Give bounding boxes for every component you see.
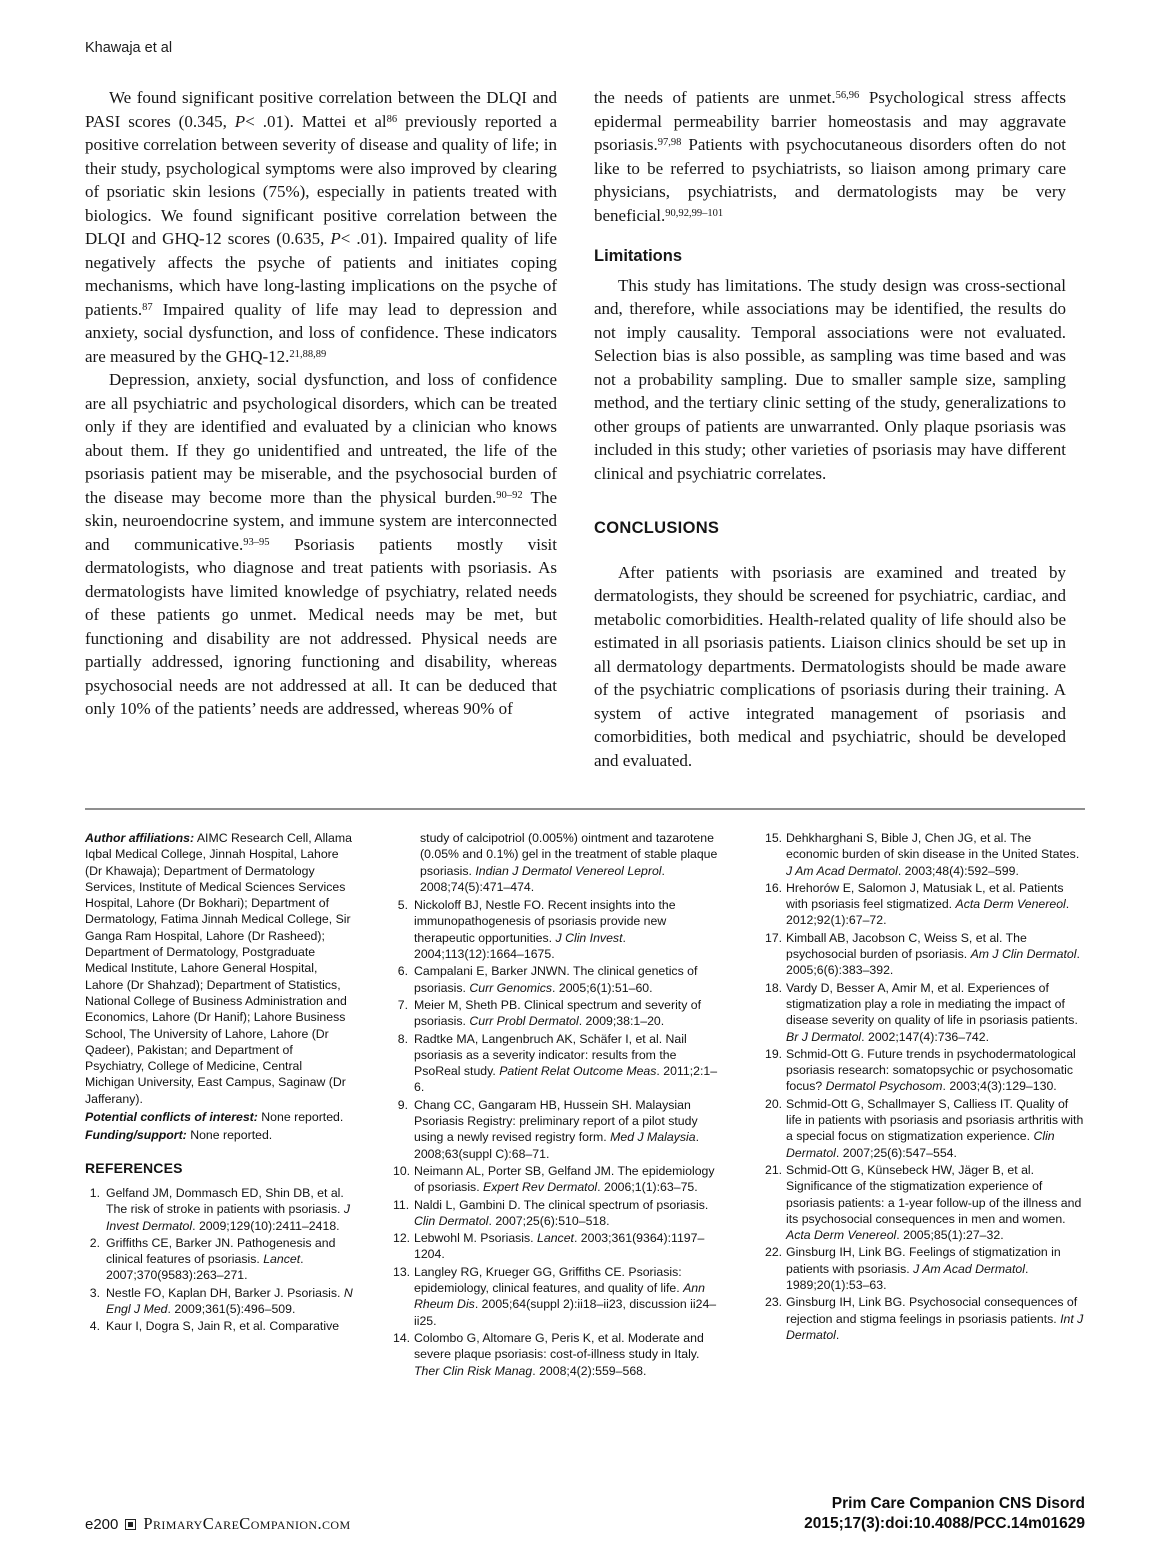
footer-left (85, 1514, 351, 1534)
body-paragraph: We found significant positive correlation between the DLQI and PASI scores (0.345, P< .01). Mattei et $al^{86}$ previously reported a positive correlation between severity of disease and quality of life; in their study, psychological symptoms were also improved by clearing of psoriatic skin lesions (75%), especially in patients treated with biologics. We found significant positive correlation between the DLQI and GHQ-12 scores (0.635, P< .01). Impaired quality of life negatively affects the psyche of patients and initiates coping mechanisms, which have long-lasting implications on the psyche of patients.$^{87}$ Impaired quality of life may lead to depression and anxiety, social dysfunction, and loss of confidence. These indicators are measured by the GHQ-12.$^{21,88,89}$ (85, 88, 557, 366)
reference-item (765, 880, 1085, 929)
reference-item (765, 980, 1085, 1045)
reference-text: Kimball AB, Jacobson C, Weiss S, et al. The psychosocial burden of psoriasis. Am J Clin Dermatol. 2005;6(6):383–392. (786, 930, 1080, 978)
reference-number: 21. (765, 1162, 783, 1177)
references-heading: REFERENCES (85, 1159, 183, 1176)
reference-text: Griffiths CE, Barker JN. Pathogenesis and clinical features of psoriasis. Lancet. 2007;370(9583):263–271. (106, 1235, 336, 1283)
reference-text: Ginsburg IH, Link BG. Feelings of stigmatization in patients with psoriasis. J Am Acad Dermatol. 1989;20(1):53–63. (786, 1245, 1061, 1293)
reference-item (765, 1244, 1085, 1293)
reference-text: Nickoloff BJ, Nestle FO. Recent insights into the immunopathogenesis of psoriasis provide new therapeutic opportunities. J Clin Invest. 2004;113(12):1664–1675. (414, 898, 676, 962)
conflicts-paragraph (85, 1109, 353, 1125)
reference-text: Chang CC, Gangaram HB, Hussein SH. Malaysian Psoriasis Registry: preliminary report of a pilot study using a newly revised registry form. Med J Malaysia. 2008;63(suppl C):68–71. (414, 1097, 699, 1161)
reference-text: Schmid-Ott G, Künsebeck HW, Jäger B, et al. Significance of the stigmatization experience of psoriasis patients: a 1-year follow-up of the illness and its psychosocial consequences in men and women. Acta Derm Venereol. 2005;85(1):27–32. (786, 1162, 1082, 1243)
right-column (594, 86, 1066, 772)
references-column-2 (393, 830, 725, 1380)
reference-item (765, 830, 1085, 879)
reference-number: 3. (89, 1285, 100, 1300)
conclusions-heading: CONCLUSIONS (594, 519, 720, 537)
reference-list-col1 (85, 1185, 353, 1335)
left-column (85, 86, 557, 772)
reference-item (393, 997, 725, 1030)
reference-text: Radtke MA, Langenbruch AK, Schäfer I, et al. Nail psoriasis as a severity indicator: results from the PsoReal study. Patient Relat Outcome Meas. 2011;2:1–6. (414, 1031, 718, 1095)
reference-item (85, 1285, 353, 1318)
reference-4-continuation: study of calcipotriol (0.005%) ointment and tazarotene (0.05% and 0.1%) gel in the treatment of stable plaque psoriasis. Indian J Dermatol Venereol Leprol. 2008;74(5):471–474. (420, 831, 718, 894)
journal-name: Prim Care Companion CNS Disord (831, 1495, 1085, 1512)
reference-number: 11. (393, 1197, 410, 1212)
page-number: e200 (85, 1515, 119, 1533)
reference-text: Naldi L, Gambini D. The clinical spectrum of psoriasis. Clin Dermatol. 2007;25(6):510–518. (414, 1197, 709, 1228)
reference-number: 20. (765, 1096, 783, 1111)
affiliations-column (85, 830, 353, 1380)
running-head: Khawaja et al (85, 40, 173, 56)
reference-text: Colombo G, Altomare G, Peris K, et al. Moderate and severe plaque psoriasis: cost-of-illness study in Italy. Ther Clin Risk Manag. 2008;4(2):559–568. (414, 1330, 704, 1378)
reference-item (393, 1163, 725, 1196)
reference-number: 1. (89, 1185, 100, 1200)
reference-number: 23. (765, 1295, 783, 1310)
reference-item (393, 963, 725, 996)
journal-logo-icon (125, 1519, 136, 1530)
reference-item (765, 1046, 1085, 1095)
body-paragraph: Depression, anxiety, social dysfunction, and loss of confidence are all psychiatric and psychological disorders, which can be treated only if they are identified and evaluated by a clinician who knows about them. If they go unidentified and untreated, the life of the psoriasis patient may be miserable, and the psychosocial burden of the disease may become more than the physical burden.$^{90-92}$ The skin, neuroendocrine system, and immune system are interconnected and communicative.$^{93-95}$ Psoriasis patients mostly visit dermatologists, who diagnose and treat patients with psoriasis. As dermatologists have limited knowledge of psychiatry, related needs of these patients go unmet. Medical needs may be met, but functioning and disability are not addressed. Physical needs are partially addressed, ignoring functioning and disability, whereas psychosocial needs are not addressed at all. It can be deduced that only 10% of the patients’ needs are addressed, whereas 90% of (85, 370, 558, 718)
reference-number: 4. (89, 1319, 100, 1334)
reference-number: 22. (765, 1245, 783, 1260)
doi-citation: 2015;17(3):doi:10.4088/PCC.14m01629 (804, 1515, 1085, 1532)
reference-number: 6. (397, 964, 408, 979)
reference-number: 18. (765, 980, 783, 995)
conclusions-paragraph: After patients with psoriasis are examined and treated by dermatologists, they should be screened for psychiatric, cardiac, and metabolic comorbidities. Health-related quality of life should also be estimated in all psoriasis patients. Liaison clinics should be set up in all dermatology departments. Dermatologists should be made aware of the psychiatric complications of psoriasis during their training. A system of active integrated management of psoriasis and comorbidities, both medical and psychiatric, should be developed and evaluated. (594, 562, 1066, 770)
funding-text: None reported. (190, 1128, 273, 1143)
reference-item (765, 930, 1085, 979)
journal-site-name: PrimaryCareCompanion.com (143, 1514, 351, 1533)
funding-label: Funding/support: (85, 1128, 187, 1143)
reference-number: 15. (765, 831, 783, 845)
reference-number: 10. (393, 1163, 411, 1178)
reference-text: Lebwohl M. Psoriasis. Lancet. 2003;361(9364):1197–1204. (414, 1231, 705, 1262)
reference-text: Neimann AL, Porter SB, Gelfand JM. The epidemiology of psoriasis. Expert Rev Dermatol. 2006;1(1):63–75. (414, 1163, 715, 1195)
limitations-paragraph: This study has limitations. The study design was cross-sectional and, therefore, while associations may be identified, the results do not imply causality. Temporal associations were not evaluated. Selection bias is also possible, as sampling was time based and was not a probability sampling. Due to smaller sample size, sampling method, and the tertiary clinic setting of the study, generalizations to other groups of patients are unwarranted. Only plaque psoriasis was included in this study; other varieties of psoriasis may have different clinical and psychiatric correlates. (594, 275, 1066, 483)
funding-paragraph (85, 1127, 353, 1143)
reference-number: 8. (397, 1031, 408, 1046)
reference-item (393, 1197, 725, 1230)
reference-text: Campalani E, Barker JNWN. The clinical genetics of psoriasis. Curr Genomics. 2005;6(1):51–60. (414, 964, 698, 995)
reference-item (393, 1330, 725, 1379)
reference-list-col3 (765, 830, 1085, 1343)
reference-text: Nestle FO, Kaplan DH, Barker J. Psoriasis. N Engl J Med. 2009;361(5):496–509. (106, 1285, 353, 1317)
reference-item (85, 1235, 353, 1284)
page-footer (85, 1494, 1085, 1534)
reference-item (765, 1096, 1085, 1161)
reference-number: 12. (393, 1231, 411, 1246)
affiliations-text: AIMC Research Cell, Allama Iqbal Medical College, Jinnah Hospital, Lahore (Dr Khawaja); Department of Dermatology Services, Institute of Medical Sciences Services Hospital, Lahore (Dr Bokhari); Department of Dermatology, Fatima Jinnah Medical College, Sir Ganga Ram Hospital, Lahore (Dr Rasheed); Department of Dermatology, Postgraduate Medical Institute, Lahore General Hospital, Lahore (Dr Shahzad); Department of Statistics, National College of Business Administration and Economics, Lahore (Dr Hanif); Lahore Business School, The University of Lahore, Lahore (Dr Qadeer), Pakistan; and Department of Psychiatry, College of Medicine, Central Michigan University, East Campus, Saginaw (Dr Jafferany). (85, 831, 352, 1106)
reference-text: Ginsburg IH, Link BG. Psychosocial consequences of rejection and stigma feelings in psoriasis patients. Int J Dermatol. (786, 1295, 1084, 1342)
reference-number: 13. (393, 1264, 411, 1279)
reference-item (393, 1264, 725, 1329)
reference-item (85, 1318, 353, 1334)
references-column-3 (765, 830, 1085, 1380)
reference-item (85, 1185, 353, 1234)
reference-number: 19. (765, 1046, 783, 1061)
reference-item (393, 1230, 725, 1263)
reference-number: 7. (397, 997, 408, 1012)
reference-text: Hrehorów E, Salomon J, Matusiak L, et al. Patients with psoriasis feel stigmatized. Acta Derm Venereol. 2012;92(1):67–72. (786, 880, 1070, 928)
section-divider (85, 808, 1085, 810)
footer-right (804, 1494, 1085, 1534)
reference-number: 17. (765, 930, 783, 945)
reference-number: 16. (765, 880, 783, 895)
reference-text: Meier M, Sheth PB. Clinical spectrum and severity of psoriasis. Curr Probl Dermatol. 2009;38:1–20. (414, 997, 702, 1029)
reference-text: Dehkharghani S, Bible J, Chen JG, et al. The economic burden of skin disease in the United States. J Am Acad Dermatol. 2003;48(4):592–599. (786, 831, 1080, 878)
body-paragraph: the needs of patients are unmet.$^{56,96}$ Psychological stress affects epidermal permeability barrier homeostasis and may aggravate psoriasis.$^{97,98}$ Patients with psychocutaneous disorders often do not like to be referred to psychiatrists, so liaison among primary care physicians, psychiatrists, and dermatologists may be very beneficial.$^{90,92,99-101}$ (594, 88, 1066, 225)
reference-item (393, 1031, 725, 1096)
reference-list-col2 (393, 897, 725, 1379)
reference-text: Schmid-Ott G, Schallmayer S, Calliess IT. Quality of life in patients with psoriasis and psoriasis arthritis with a special focus on stigmatization experience. Clin Dermatol. 2007;25(6):547–554. (786, 1096, 1084, 1160)
conflicts-text: None reported. (261, 1110, 344, 1125)
reference-text: Kaur I, Dogra S, Jain R, et al. Comparative (106, 1319, 340, 1334)
limitations-heading: Limitations (594, 247, 683, 265)
reference-number: 5. (397, 898, 408, 913)
reference-text: Langley RG, Krueger GG, Griffiths CE. Psoriasis: epidemiology, clinical features, and quality of life. Ann Rheum Dis. 2005;64(suppl 2):ii18–ii23, discussion ii24–ii25. (414, 1264, 717, 1328)
reference-text: Schmid-Ott G. Future trends in psychodermatological psoriasis research: somatopsychic or psychosomatic focus? Dermatol Psychosom. 2003;4(3):129–130. (786, 1046, 1076, 1094)
affiliations-paragraph (85, 830, 353, 1107)
conflicts-label: Potential conflicts of interest: (85, 1110, 258, 1125)
reference-item (393, 1097, 725, 1162)
affiliations-label: Author affiliations: (85, 831, 195, 845)
reference-item (765, 1162, 1085, 1243)
reference-item (393, 897, 725, 962)
reference-text: Vardy D, Besser A, Amir M, et al. Experiences of stigmatization play a role in mediating the impact of disease severity on quality of life in psoriasis patients. Br J Dermatol. 2002;147(4):736–742. (786, 980, 1078, 1044)
article-body (85, 86, 1085, 772)
reference-number: 2. (89, 1235, 100, 1250)
reference-number: 14. (393, 1330, 411, 1345)
reference-item (765, 1294, 1085, 1343)
back-matter (85, 830, 1085, 1380)
reference-text: Gelfand JM, Dommasch ED, Shin DB, et al. The risk of stroke in patients with psoriasis. J Invest Dermatol. 2009;129(10):2411–2418. (106, 1185, 350, 1233)
reference-number: 9. (397, 1097, 408, 1112)
